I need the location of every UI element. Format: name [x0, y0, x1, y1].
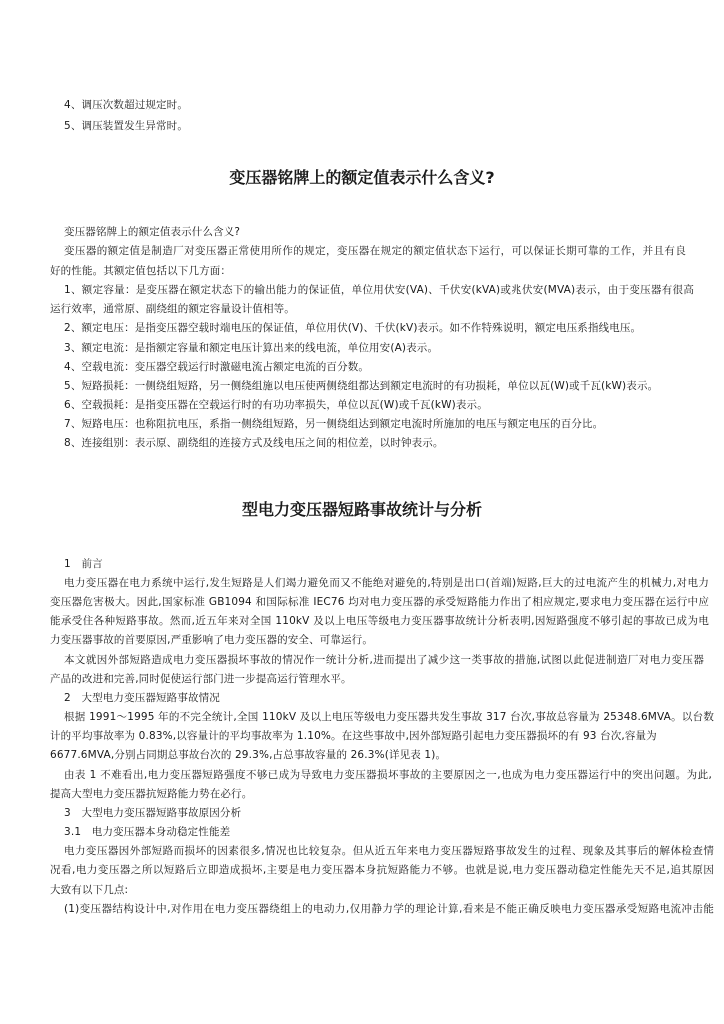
section2-paragraph-line: 大致有以下几点:: [50, 884, 129, 896]
section2-heading-3-1: 3.1 电力变压器本身动稳定性能差: [64, 826, 231, 838]
list-item-4: 4、调压次数超过规定时。: [64, 99, 188, 111]
section1-item-7: 7、短路电压：也称阻抗电压，系指一侧绕组短路，另一侧绕组达到额定电流时所施加的电压与额定电压的百分比。: [64, 418, 604, 430]
section1-intro-line: 变压器的额定值是制造厂对变压器正常使用所作的规定，变压器在规定的额定值状态下运行，可以保证长期可靠的工作，并且有良: [64, 245, 686, 257]
section2-paragraph-line: 况看,电力变压器之所以短路后立即造成损坏,主要是电力变压器本身抗短路能力不够。也就是说,电力变压器动稳定性能先天不足,追其原因: [50, 864, 714, 876]
section2-paragraph-line: (1)变压器结构设计中,对作用在电力变压器绕组上的电动力,仅用静力学的理论计算,看来是不能正确反映电力变压器承受短路电流冲击能: [64, 903, 714, 915]
section1-item-8: 8、连接组别：表示原、副绕组的连接方式及线电压之间的相位差，以时钟表示。: [64, 437, 444, 449]
section2-paragraph-line: 变压器危害极大。因此,国家标准 GB1094 和国际标准 IEC76 均对电力变压器的承受短路能力作出了相应规定,要求电力变压器在运行中应: [50, 596, 709, 608]
section2-paragraph-line: 计的平均事故率为 0.83%,以容量计的平均事故率为 1.10%。在这些事故中,因外部短路引起电力变压器损坏的有 93 台次,容量为: [50, 730, 657, 742]
section2-paragraph-line: 由表 1 不难看出,电力变压器短路强度不够已成为导致电力变压器损坏事故的主要原因之一,也成为电力变压器运行中的突出问题。为此,: [64, 769, 712, 781]
section2-heading-1: 1 前言: [64, 558, 103, 570]
section2-paragraph-line: 6677.6MVA,分别占同期总事故台次的 29.3%,占总事故容量的 26.3%(详见表 1)。: [50, 749, 447, 761]
section1-item-5: 5、短路损耗：一侧绕组短路，另一侧绕组施以电压使两侧绕组都达到额定电流时的有功损耗，单位以瓦(W)或千瓦(kW)表示。: [64, 380, 659, 392]
section1-item-3: 3、额定电流：是指额定容量和额定电压计算出来的线电流，单位用安(A)表示。: [64, 342, 439, 354]
section1-item-1-cont: 运行效率，通常原、副绕组的额定容量设计值相等。: [50, 303, 295, 315]
section2-paragraph-line: 力变压器事故的首要原因,严重影响了电力变压器的安全、可靠运行。: [50, 634, 373, 646]
section2-paragraph-line: 电力变压器因外部短路而损坏的因素很多,情况也比较复杂。但从近五年来电力变压器短路事故发生的过程、现象及其事后的解体检查情: [64, 845, 714, 857]
section1-title: 变压器铭牌上的额定值表示什么含义?: [229, 168, 495, 187]
section2-paragraph-line: 能承受住各种短路事故。然而,近五年来对全国 110kV 及以上电压等级电力变压器事故统计分析表明,因短路强度不够引起的事故已成为电: [50, 615, 709, 627]
section2-heading-2: 2 大型电力变压器短路事故情况: [64, 692, 220, 704]
list-item-5: 5、调压装置发生异常时。: [64, 120, 188, 132]
section1-question: 变压器铭牌上的额定值表示什么含义?: [64, 226, 241, 238]
section1-item-6: 6、空载损耗：是指变压器在空载运行时的有功功率损失，单位以瓦(W)或千瓦(kW)表示。: [64, 399, 488, 411]
section1-intro-line: 好的性能。其额定值包括以下几方面：: [50, 265, 232, 277]
section1-item-2: 2、额定电压：是指变压器空载时端电压的保证值，单位用伏(V)、千伏(kV)表示。如不作特殊说明，额定电压系指线电压。: [64, 322, 642, 334]
section2-paragraph-line: 提高大型电力变压器抗短路能力势在必行。: [50, 788, 253, 800]
section2-paragraph-line: 产品的改进和完善,同时促使运行部门进一步提高运行管理水平。: [50, 673, 352, 685]
section1-item-1: 1、额定容量：是变压器在额定状态下的输出能力的保证值，单位用伏安(VA)、千伏安(kVA)或兆伏安(MVA)表示，由于变压器有很高: [64, 284, 694, 296]
section1-item-4: 4、空载电流：变压器空载运行时激磁电流占额定电流的百分数。: [64, 361, 370, 373]
section2-heading-3: 3 大型电力变压器短路事故原因分析: [64, 807, 242, 819]
section2-paragraph-line: 本文就因外部短路造成电力变压器损坏事故的情况作一统计分析,进而提出了减少这一类事故的措施,试图以此促进制造厂对电力变压器: [64, 654, 704, 666]
section2-paragraph-line: 根据 1991～1995 年的不完全统计,全国 110kV 及以上电压等级电力变压器共发生事故 317 台次,事故总容量为 25348.6MVA。以台数: [64, 711, 714, 723]
section2-paragraph-line: 电力变压器在电力系统中运行,发生短路是人们竭力避免而又不能绝对避免的,特别是出口(首端)短路,巨大的过电流产生的机械力,对电力: [64, 577, 709, 589]
section2-title: 型电力变压器短路事故统计与分析: [241, 500, 482, 519]
